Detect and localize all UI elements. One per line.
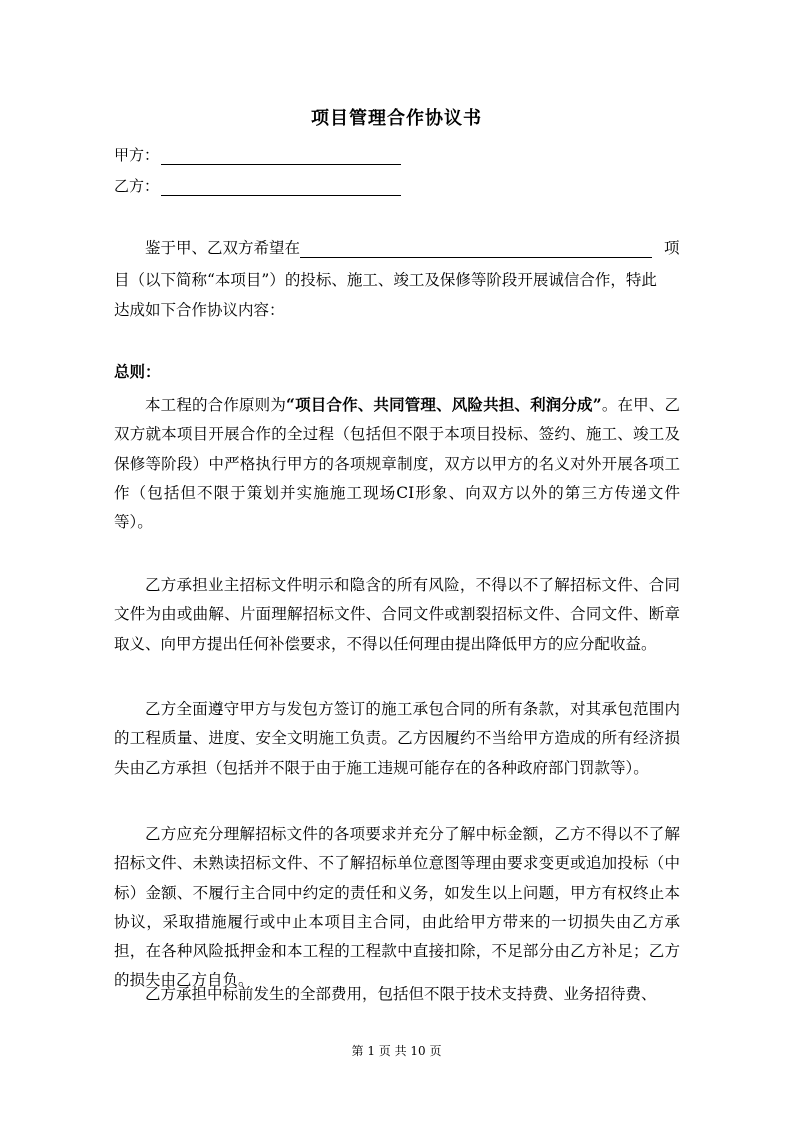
clause-1-principle: “项目合作、共同管理、风险共担、利润分成” [286, 395, 602, 414]
clause-1-before: 本工程的合作原则为 [145, 396, 286, 414]
clause-paragraph-1 [114, 390, 680, 537]
party-b-line [114, 176, 401, 196]
party-b-blank [161, 177, 401, 196]
clause-1-after: 。在甲、乙双方就本项目开展合作的全过程（包括但不限于本项目投标、签约、施工、竣工及保修等阶段）中严格执行甲方的各项规章制度，双方以甲方的名义对外开展各项工作（包括但不限于策划并实施施工现场CI形象、向双方以外的第三方传递文件等）。 [114, 396, 680, 532]
project-name-blank [300, 237, 652, 258]
party-a-line [114, 145, 401, 165]
clause-paragraph-2: 乙方承担业主招标文件明示和隐含的所有风险，不得以不了解招标文件、合同文件为由或曲解、片面理解招标文件、合同文件或割裂招标文件、合同文件、断章取义、向甲方提出任何补偿要求，不得以任何理由提出降低甲方的应分配收益。 [114, 576, 680, 653]
intro-prefix: 鉴于甲、乙双方希望在 [145, 239, 301, 257]
clause-paragraph-3: 乙方全面遵守甲方与发包方签订的施工承包合同的所有条款，对其承包范围内的工程质量、进度、安全文明施工负责。乙方因履约不当给甲方造成的所有经济损失由乙方承担（包括并不限于由于施工违规可能存在的各种政府部门罚款等）。 [114, 700, 680, 777]
intro-line-3: 达成如下合作协议内容： [114, 301, 285, 319]
clause-paragraph-4: 乙方应充分理解招标文件的各项要求并充分了解中标金额，乙方不得以不了解招标文件、未熟读招标文件、不了解招标单位意图等理由要求变更或追加投标（中标）金额、不履行主合同中约定的责任和义务，如发生以上问题，甲方有权终止本协议，采取措施履行或中止本项目主合同，由此给甲方带来的一切损失由乙方承担，在各种风险抵押金和本工程的工程款中直接扣除，不足部分由乙方补足；乙方的损失由乙方自负。 [114, 825, 680, 990]
clause-paragraph-5: 乙方承担中标前发生的全部费用，包括但不限于技术支持费、业务招待费、 [145, 985, 657, 1003]
intro-suffix: 项 [664, 239, 680, 257]
intro-line-1 [145, 236, 652, 258]
page-footer: 第 1 页 共 10 页 [351, 1044, 442, 1058]
document-title: 项目管理合作协议书 [311, 108, 482, 129]
party-b-label: 乙方： [114, 177, 160, 195]
party-a-blank [161, 146, 401, 165]
party-a-label: 甲方： [114, 146, 160, 164]
section-heading: 总则： [114, 362, 161, 381]
intro-line-2: 目（以下简称“本项目”）的投标、施工、竣工及保修等阶段开展诚信合作，特此 [114, 271, 657, 289]
